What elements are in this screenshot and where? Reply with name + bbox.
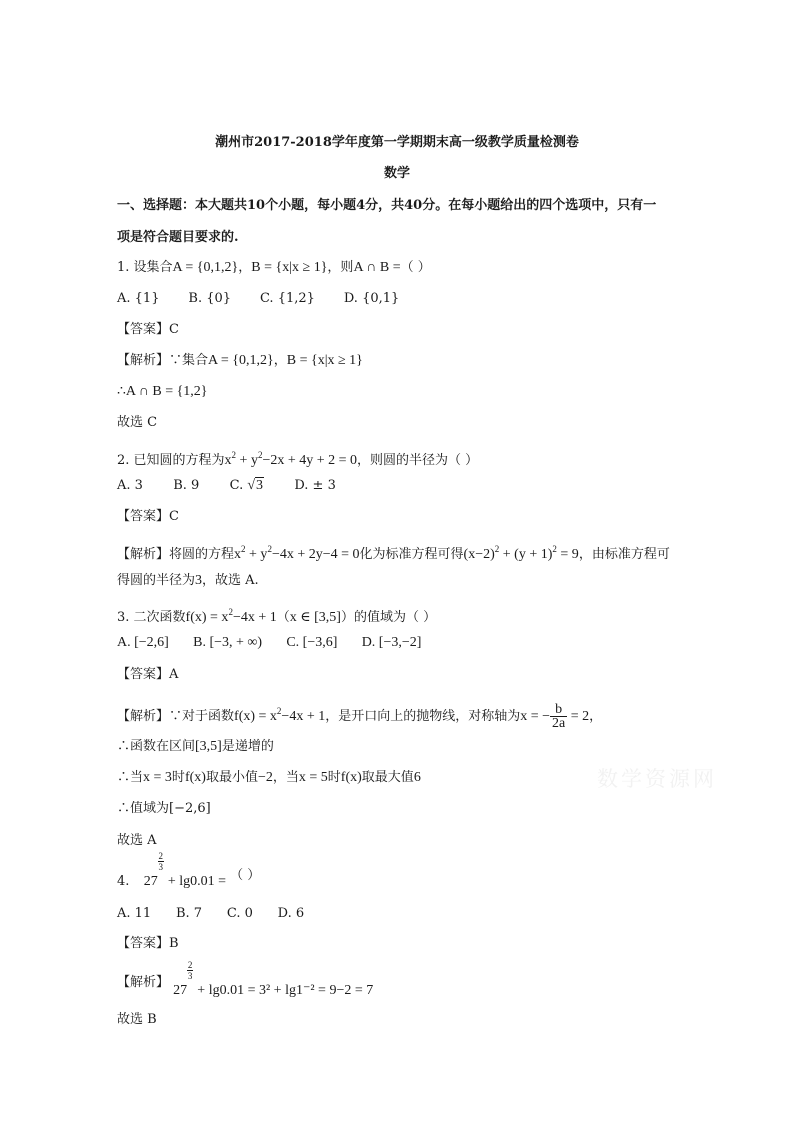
question-1-conclusion: 故选 C bbox=[117, 415, 158, 430]
question-3-options: A. [−2,6] B. [−3, + ∞) C. [−3,6] D. [−3,−2] bbox=[117, 635, 422, 650]
subject-heading: 数学 bbox=[383, 166, 410, 181]
question-4-stem: 4. 27 2 3 + lg0.01 = （ ） bbox=[117, 851, 261, 889]
question-1-stem: 1. 设集合A = {0,1,2}，B = {x|x ≥ 1}，则A ∩ B =（ ） bbox=[117, 260, 431, 275]
question-1-analysis-line2: ∴A ∩ B = {1,2} bbox=[117, 384, 208, 399]
question-4-answer: 【答案】B bbox=[117, 936, 179, 951]
question-3-analysis-line2: ∴函数在区间[3,5]是递增的 bbox=[117, 739, 274, 754]
question-3-stem: 3. 二次函数$f(x) = x^2-4x + 1(x$ ∈ [3,5]）的值域为（ ） bbox=[117, 607, 437, 625]
question-4-analysis: 【解析】 27 2 3 + lg0.01 = 3² + lg1⁻² = 9−2 = 7 bbox=[117, 960, 374, 998]
question-2-equation: $x^2 + y^2-2x + 4y + 2 = 0$ bbox=[224, 450, 358, 468]
question-4-conclusion: 故选 B bbox=[117, 1012, 157, 1027]
question-2-analysis-line2: 得圆的半径为3，故选 A. bbox=[117, 573, 259, 588]
question-2-analysis: 【解析】将圆的方程$x^2 + y^2-4x + 2y-4 = 0$化为标准方程可得$(x-2)^2 + (y + 1)^2 = 9$，由标准方程可 bbox=[117, 544, 670, 562]
question-1-options: A. {1} B. {0} C. {1,2} D. {0,1} bbox=[117, 291, 400, 306]
power-27-2-3: 27 2 3 bbox=[143, 851, 163, 889]
section-heading-line2: 项是符合题目要求的. bbox=[117, 230, 239, 245]
watermark: 数学资源网 bbox=[597, 767, 717, 791]
question-3-analysis-line3: ∴当x = 3时f(x)取最小值−2，当x = 5时f(x)取最大值6 bbox=[117, 770, 421, 785]
power-27-2-3-analysis: 27 2 3 bbox=[173, 960, 193, 998]
question-1-answer: 【答案】C bbox=[117, 322, 179, 337]
question-3-analysis: 【解析】∵对于函数$f(x) = x^2-4x + 1$，是开口向上的抛物线，对称轴为x = − $\frac{b}{2a}$ = 2， bbox=[117, 702, 603, 732]
question-1-analysis: 【解析】∵集合A = {0,1,2}，B = {x|x ≥ 1} bbox=[117, 353, 363, 368]
section-heading-line1: 一、选择题：本大题共10个小题，每小题4分，共40分。在每小题给出的四个选项中，只有一 bbox=[117, 198, 657, 213]
question-2-answer: 【答案】C bbox=[117, 509, 179, 524]
question-3-answer: 【答案】A bbox=[117, 667, 179, 682]
fraction-b-over-2a: $\frac{b}{2a}$ bbox=[552, 702, 566, 732]
question-3-conclusion: 故选 A bbox=[117, 833, 157, 848]
question-3-analysis-line4: ∴值域为[−2,6] bbox=[117, 801, 211, 816]
question-2-options: A. 3 B. 9 C. √3 D. ± 3 bbox=[117, 478, 336, 493]
question-4-options: A. 11 B. 7 C. 0 D. 6 bbox=[117, 906, 305, 921]
question-2-stem: 2. 已知圆的方程为$x^2 + y^2-2x + 4y + 2 = 0$，则圆的半径为（ ） bbox=[117, 450, 479, 468]
document-title: 潮州市2017-2018学年度第一学期期末高一级教学质量检测卷 bbox=[215, 135, 579, 150]
